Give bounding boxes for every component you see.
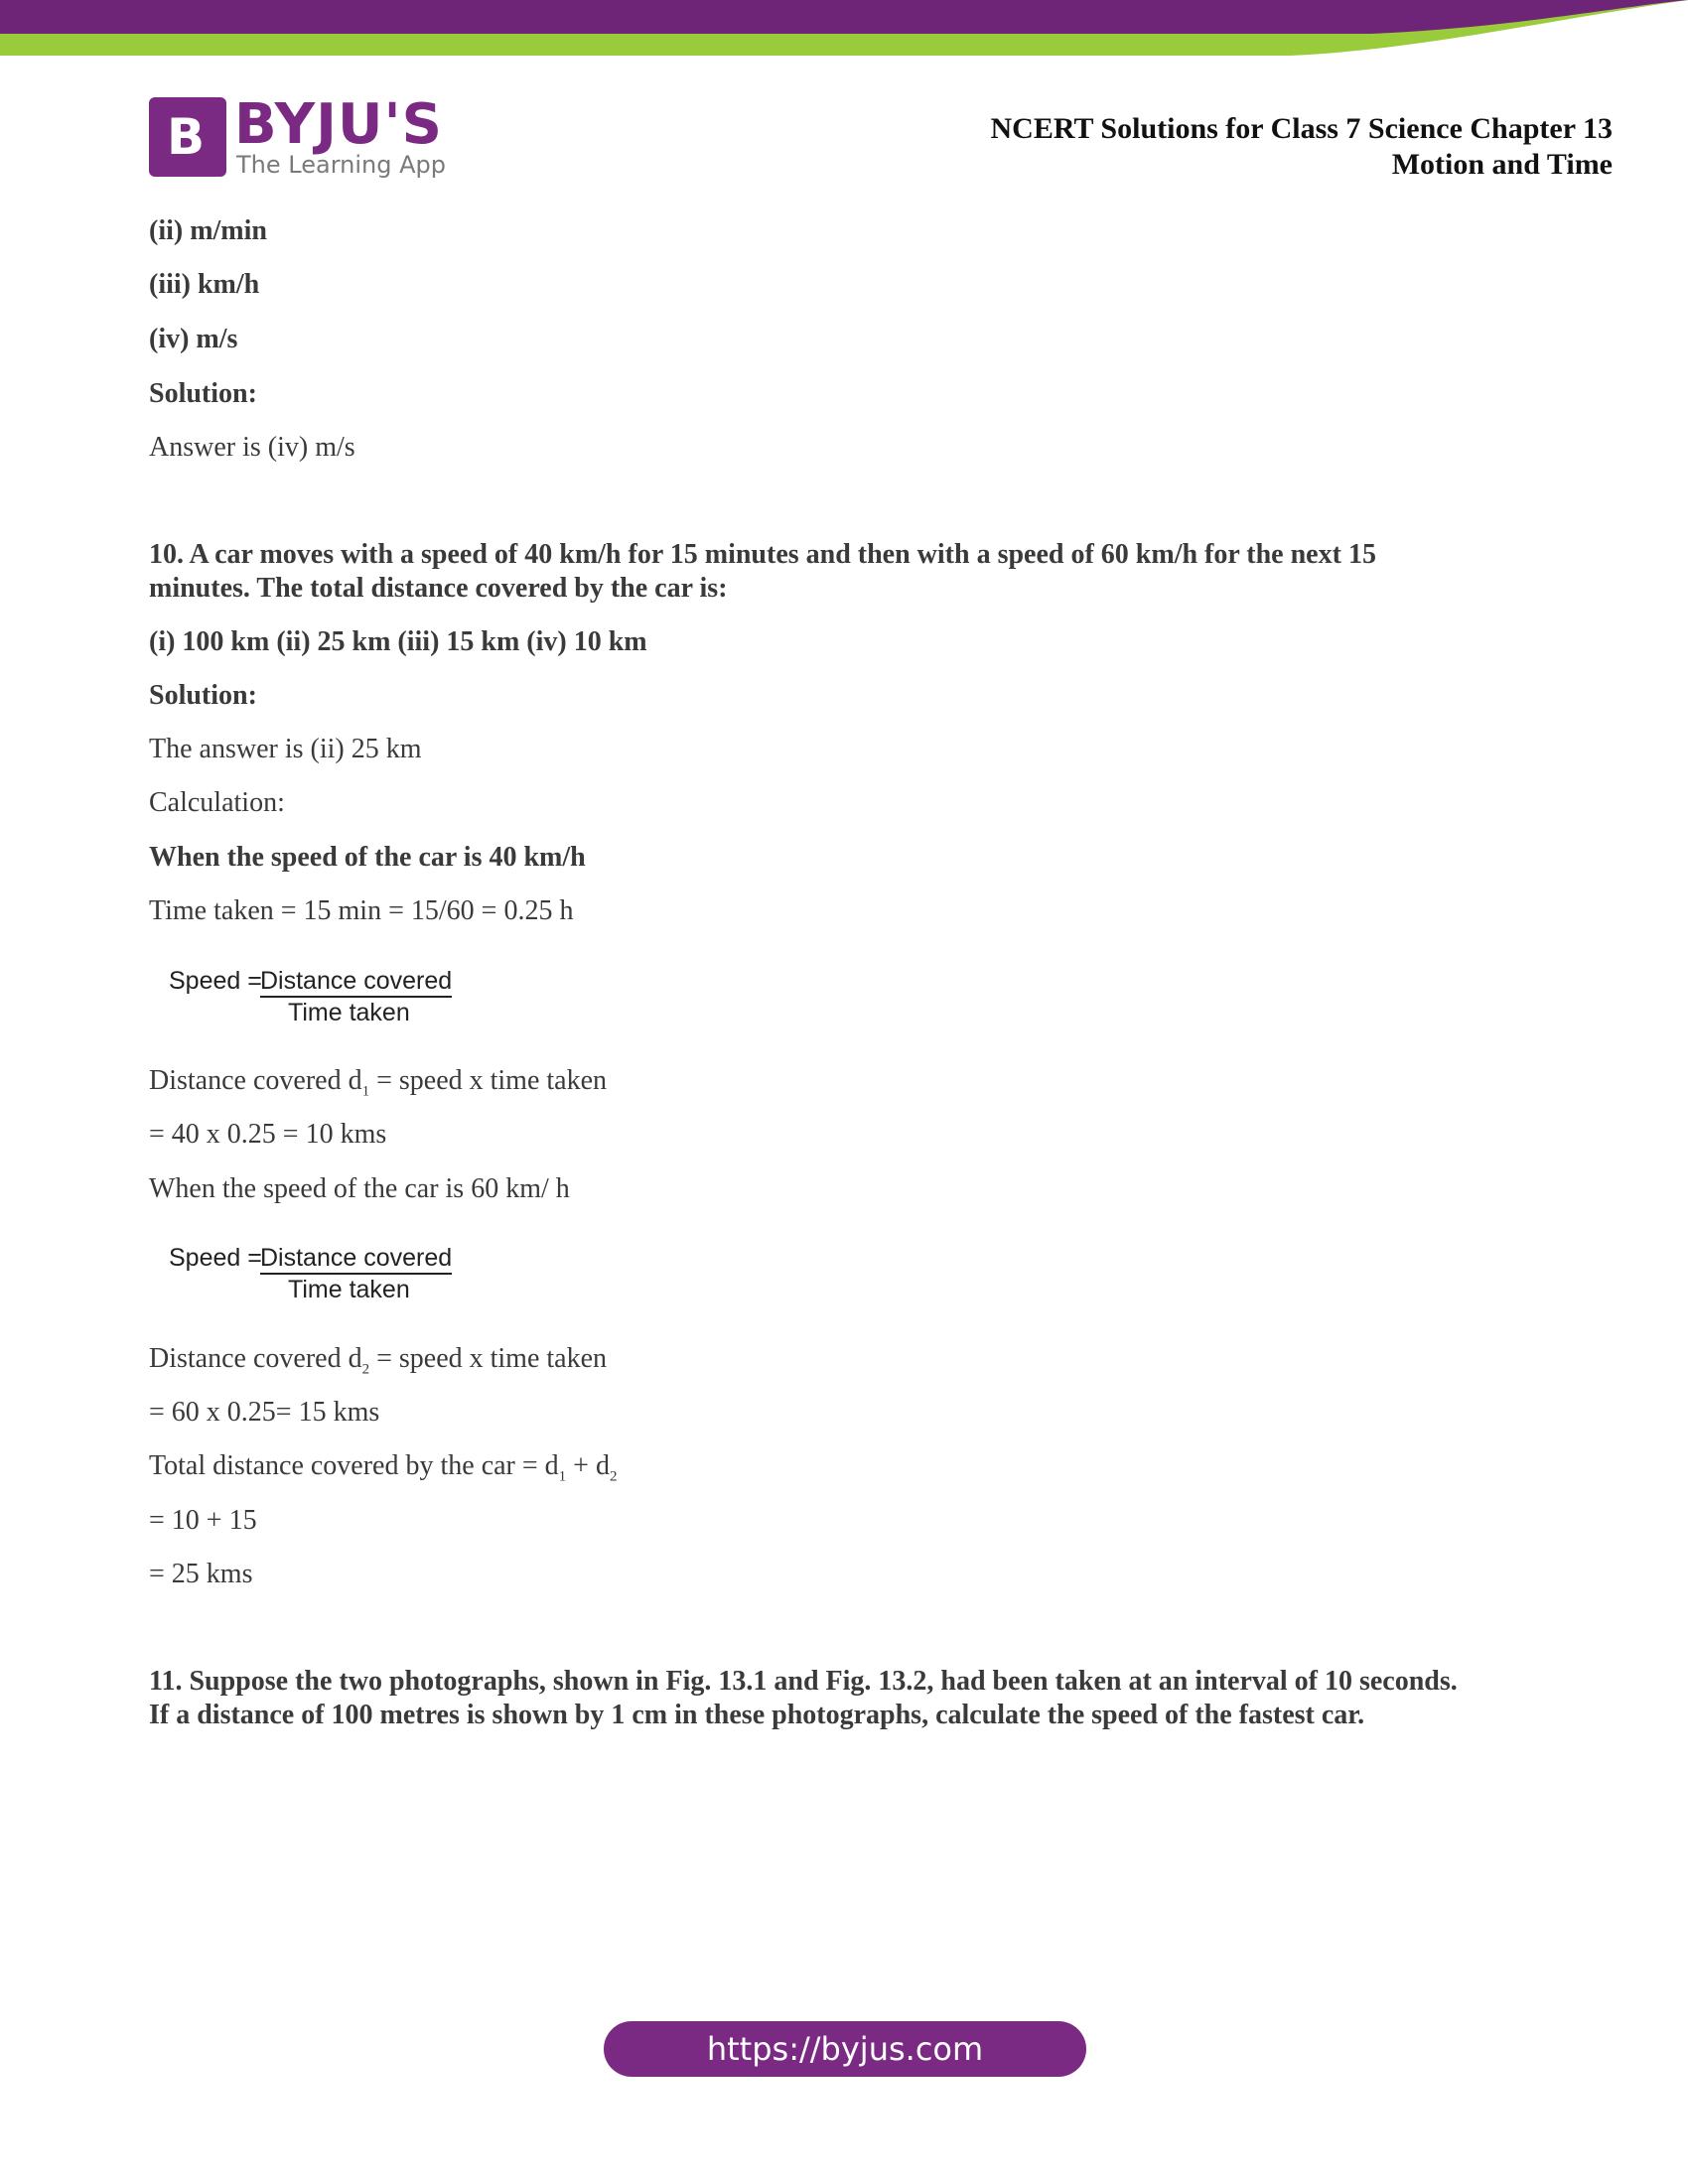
footer-url[interactable]: https://byjus.com bbox=[706, 2030, 984, 2068]
q10-question-line2: minutes. The total distance covered by the car is: bbox=[149, 573, 728, 604]
q10-d1-value: = 40 x 0.25 = 10 kms bbox=[149, 1119, 387, 1150]
formula-numerator: Distance covered bbox=[260, 1244, 452, 1275]
total-sub2: 2 bbox=[609, 1468, 618, 1485]
q9-option-iii: (iii) km/h bbox=[149, 269, 260, 300]
d2-label: Distance covered d bbox=[149, 1343, 362, 1374]
q10-case2-text: When the speed of the car is 60 km/ h bbox=[149, 1173, 570, 1204]
q10-sum: = 10 + 15 bbox=[149, 1505, 257, 1536]
q9-option-ii: (ii) m/min bbox=[149, 215, 267, 246]
byjus-logo bbox=[149, 92, 446, 179]
formula-denominator: Time taken bbox=[288, 999, 410, 1026]
q10-d2-value: = 60 x 0.25= 15 kms bbox=[149, 1397, 380, 1428]
q10-answer: The answer is (ii) 25 km bbox=[149, 734, 422, 764]
d1-rest: = speed x time taken bbox=[369, 1065, 608, 1096]
speed-formula-2 bbox=[169, 1242, 487, 1311]
d2-subscript: 2 bbox=[361, 1361, 370, 1378]
logo-badge bbox=[149, 97, 226, 177]
q9-solution-label: Solution: bbox=[149, 378, 257, 409]
d2-rest: = speed x time taken bbox=[369, 1343, 608, 1374]
q10-time-taken: Time taken = 15 min = 15/60 = 0.25 h bbox=[149, 895, 574, 926]
total-plus: + d bbox=[566, 1450, 610, 1481]
q10-calculation-label: Calculation: bbox=[149, 787, 285, 818]
q10-question-line1: 10. A car moves with a speed of 40 km/h for 15 minutes and then with a speed of 60 km/h for the next 15 bbox=[149, 539, 1376, 570]
formula-lhs: Speed = bbox=[169, 1244, 262, 1272]
q11-question-line1: 11. Suppose the two photographs, shown in Fig. 13.1 and Fig. 13.2, had been taken at an interval of 10 seconds. bbox=[149, 1666, 1458, 1697]
formula-lhs: Speed = bbox=[169, 967, 262, 995]
q11-question-line2: If a distance of 100 metres is shown by 1 cm in these photographs, calculate the speed of the fastest car. bbox=[149, 1700, 1365, 1730]
q10-total-formula bbox=[149, 1449, 617, 1494]
d1-label: Distance covered d bbox=[149, 1065, 362, 1096]
q9-option-iv: (iv) m/s bbox=[149, 324, 238, 354]
d1-subscript: 1 bbox=[361, 1083, 370, 1100]
formula-denominator: Time taken bbox=[288, 1276, 410, 1303]
top-banner bbox=[0, 0, 1688, 62]
footer-url-button[interactable] bbox=[604, 2021, 1086, 2077]
total-label: Total distance covered by the car = d bbox=[149, 1450, 559, 1481]
q10-d1-formula bbox=[149, 1064, 607, 1109]
total-sub1: 1 bbox=[558, 1468, 567, 1485]
logo-letter: B bbox=[166, 108, 206, 166]
speed-formula-1 bbox=[169, 965, 487, 1034]
q10-result: = 25 kms bbox=[149, 1559, 253, 1589]
q10-case1-heading: When the speed of the car is 40 km/h bbox=[149, 842, 586, 873]
formula-numerator: Distance covered bbox=[260, 967, 452, 998]
logo-wordmark: BYJU'S bbox=[234, 92, 443, 157]
q9-answer: Answer is (iv) m/s bbox=[149, 432, 355, 463]
page-header-title bbox=[991, 111, 1614, 183]
q10-solution-label: Solution: bbox=[149, 680, 257, 711]
logo-tagline: The Learning App bbox=[236, 151, 446, 179]
header-title-line2: Motion and Time bbox=[1391, 148, 1613, 181]
q10-options: (i) 100 km (ii) 25 km (iii) 15 km (iv) 10 km bbox=[149, 626, 647, 657]
header-title-line1: NCERT Solutions for Class 7 Science Chapter 13 bbox=[990, 112, 1613, 145]
q10-d2-formula bbox=[149, 1342, 607, 1387]
